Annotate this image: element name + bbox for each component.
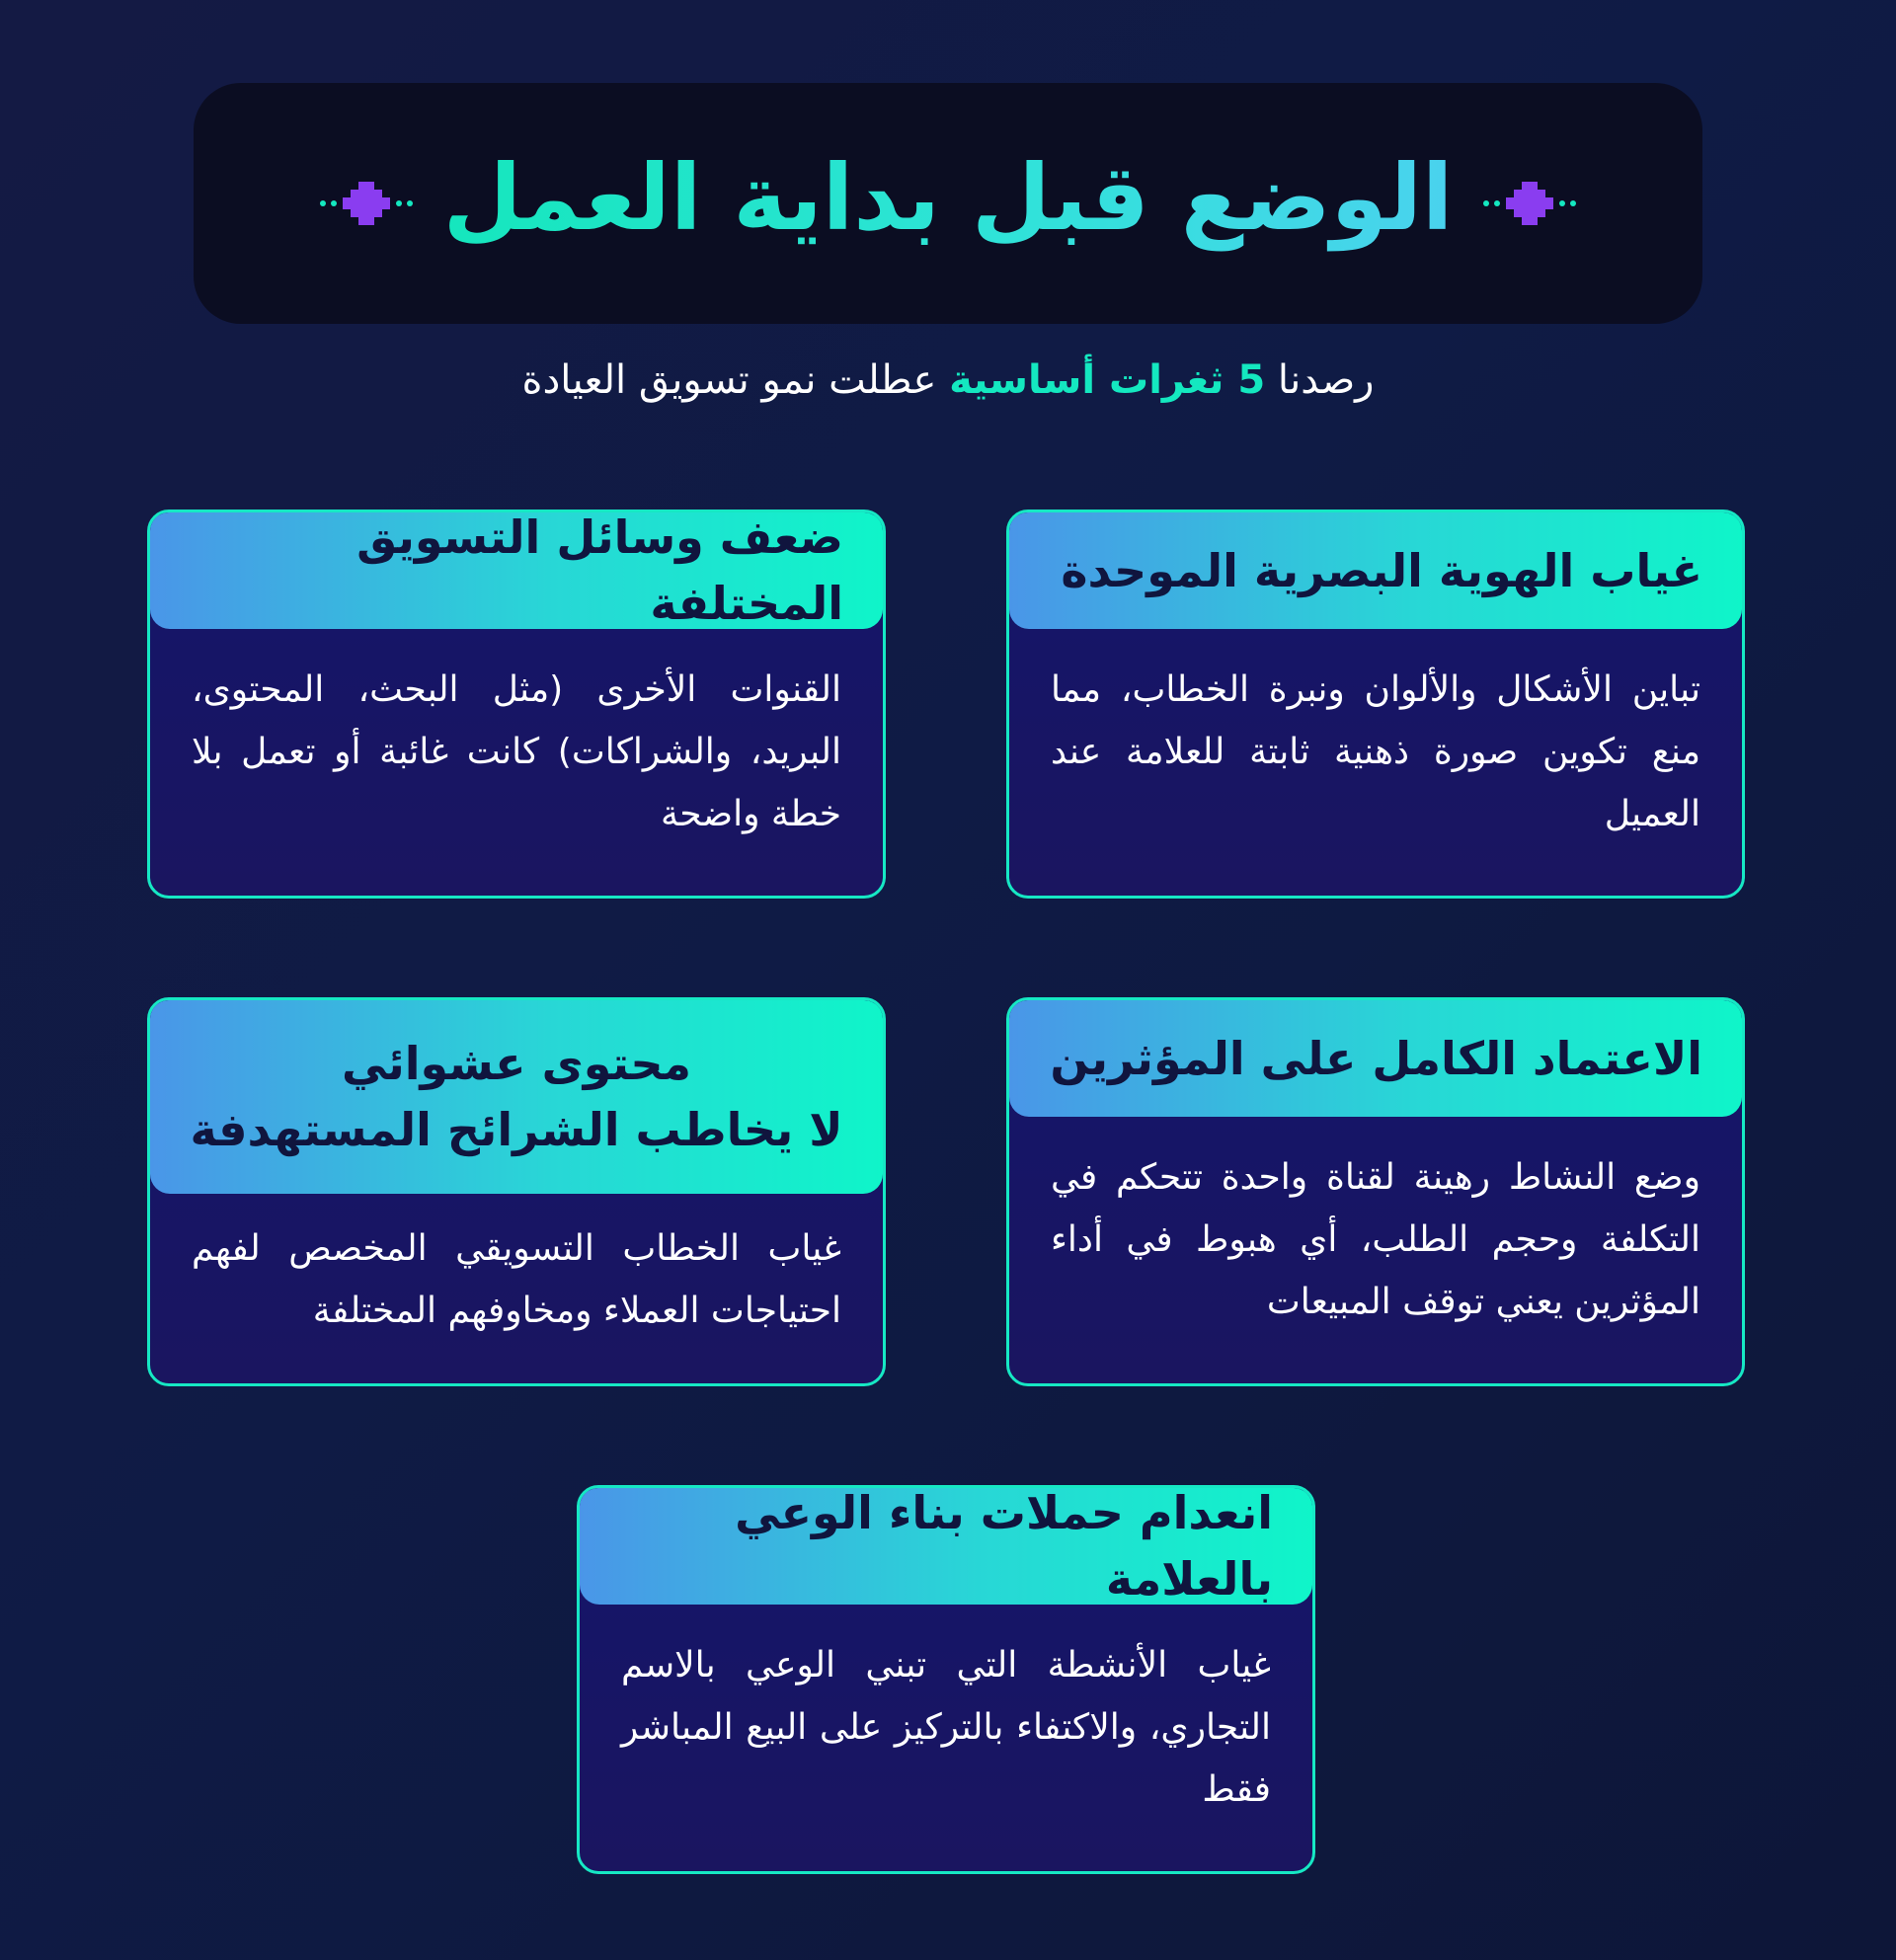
card-title <box>150 1000 883 1194</box>
card-influencer-reliance <box>1006 997 1745 1386</box>
card-title: غياب الهوية البصرية الموحدة <box>1009 512 1742 629</box>
card-body: القنوات الأخرى (مثل البحث، المحتوى، البريد، والشراكات) كانت غائبة أو تعمل بلا خطة واضحة <box>192 669 841 834</box>
subtitle-prefix: رصدنا <box>1277 357 1375 403</box>
card-title-line-1: محتوى عشوائي <box>341 1037 692 1091</box>
card-title-line-2: لا يخاطب الشرائح المستهدفة <box>190 1103 843 1156</box>
card-body: غياب الأنشطة التي تبني الوعي بالاسم التجاري، والاكتفاء بالتركيز على البيع المباشر فقط <box>621 1645 1271 1810</box>
subtitle <box>0 357 1896 403</box>
card-body: وضع النشاط رهينة لقناة واحدة تتحكم في التكلفة وحجم الطلب، أي هبوط في أداء المؤثرين يعني توقف المبيعات <box>1051 1157 1700 1322</box>
subtitle-highlight: 5 ثغرات أساسية <box>949 357 1266 403</box>
sparkle-icon-right <box>1480 174 1579 233</box>
card-title: ضعف وسائل التسويق المختلفة <box>150 512 883 629</box>
card-body: غياب الخطاب التسويقي المخصص لفهم احتياجات العملاء ومخاوفهم المختلفة <box>192 1228 841 1331</box>
card-brand-awareness <box>577 1485 1315 1874</box>
card-visual-identity <box>1006 510 1745 899</box>
subtitle-suffix: عطلت نمو تسويق العيادة <box>521 357 937 403</box>
card-title: الاعتماد الكامل على المؤثرين <box>1009 1000 1742 1117</box>
card-body: تباين الأشكال والألوان ونبرة الخطاب، مما منع تكوين صورة ذهنية ثابتة للعلامة عند العميل <box>1051 669 1700 834</box>
page-title: الوضع قبل بداية العمل <box>443 148 1454 258</box>
card-random-content <box>147 997 886 1386</box>
title-banner <box>194 83 1702 324</box>
sparkle-icon-left <box>317 174 416 233</box>
card-title: انعدام حملات بناء الوعي بالعلامة <box>580 1488 1312 1605</box>
card-marketing-channels <box>147 510 886 899</box>
